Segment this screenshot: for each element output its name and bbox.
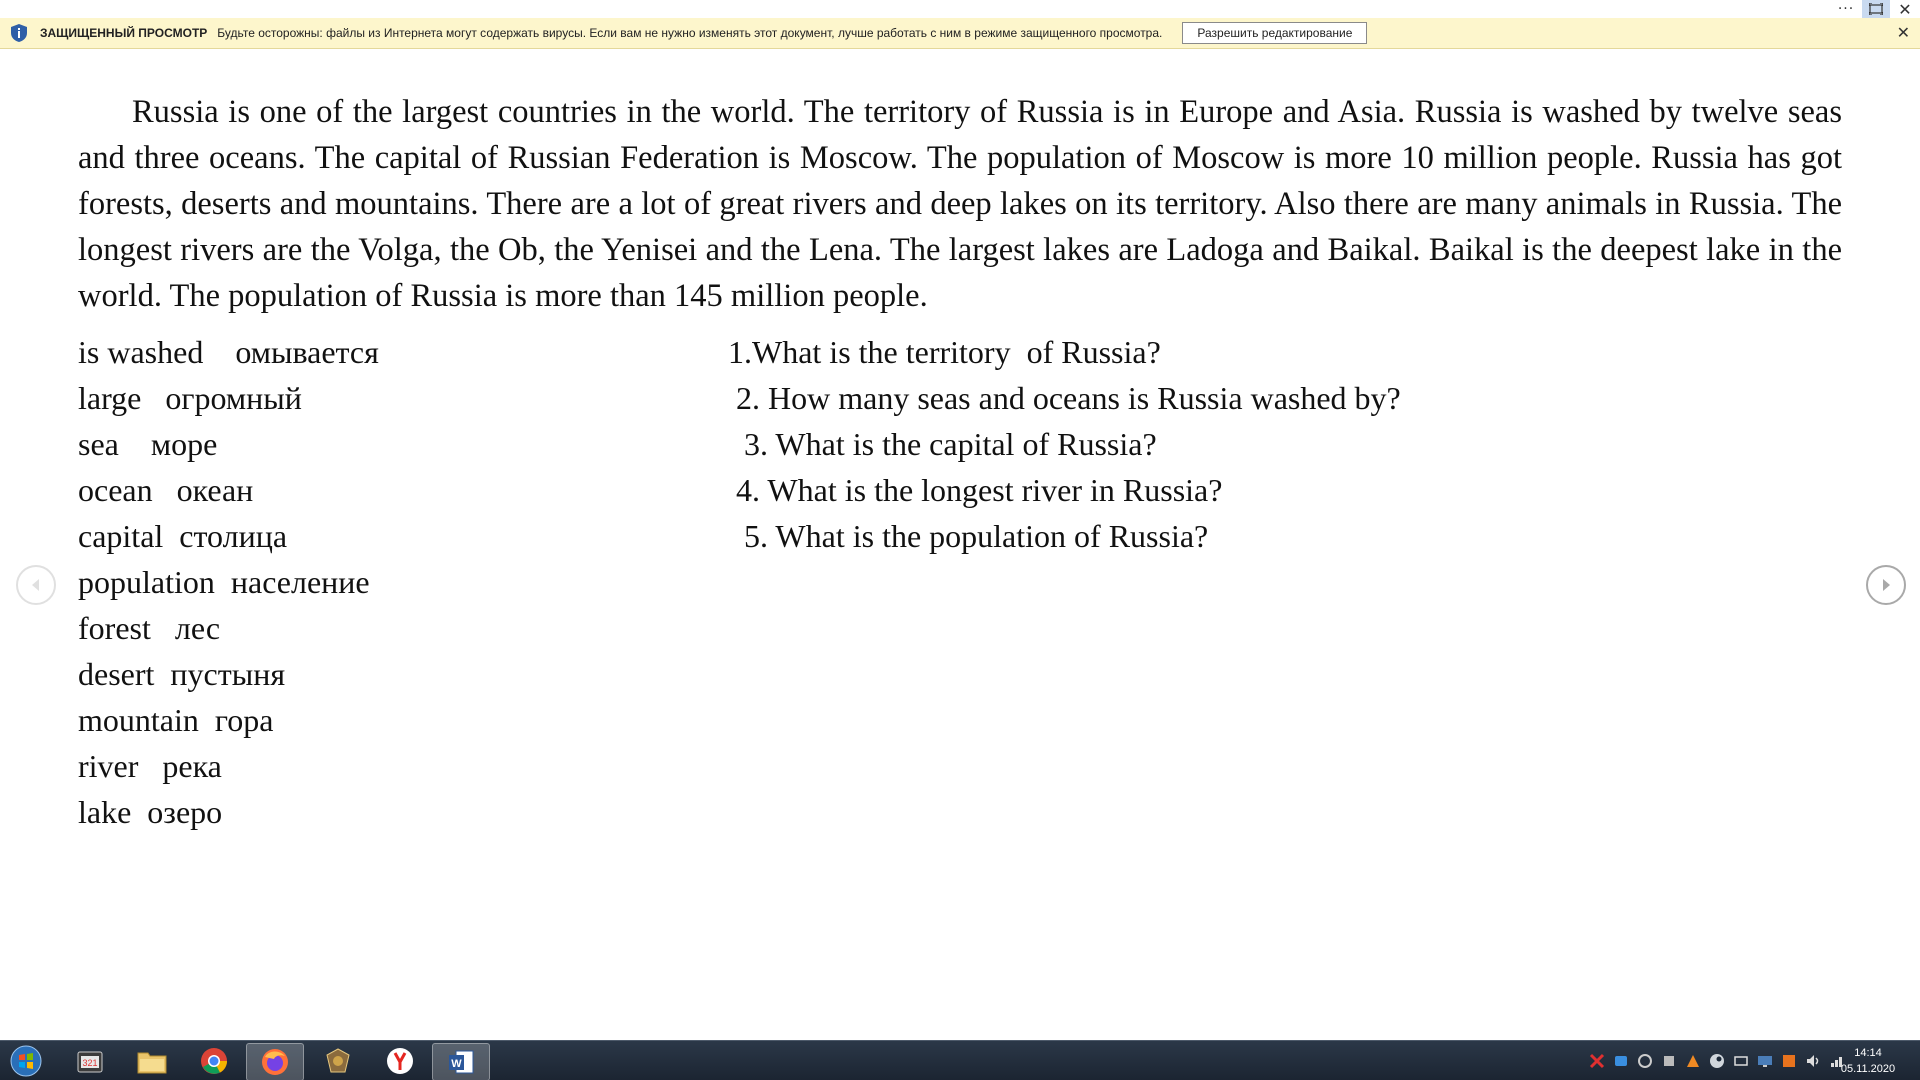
vocab-english: ocean: [78, 472, 153, 508]
start-button[interactable]: [6, 1043, 46, 1079]
vocab-english: large: [78, 380, 142, 416]
protected-view-close-icon[interactable]: ✕: [1896, 23, 1910, 42]
media-player-icon[interactable]: [62, 1043, 118, 1079]
vocab-russian: пустыня: [170, 656, 286, 692]
arrow-left-circle-icon[interactable]: [16, 565, 56, 605]
vocab-russian: огромный: [165, 380, 302, 416]
tray-network-tool-icon[interactable]: [1636, 1052, 1654, 1070]
vocab-item: [78, 789, 638, 835]
more-dots-icon[interactable]: ···: [1837, 1, 1855, 17]
protected-view-title: ЗАЩИЩЕННЫЙ ПРОСМОТР: [40, 26, 208, 40]
window-close-icon[interactable]: ✕: [1898, 0, 1912, 19]
vocab-russian: омывается: [235, 334, 379, 370]
vocab-english: mountain: [78, 702, 199, 738]
vocab-russian: гора: [214, 702, 274, 738]
question-item: 1.What is the territory of Russia?: [728, 334, 1161, 370]
vocab-russian: лес: [174, 610, 221, 646]
enable-editing-button[interactable]: Разрешить редактирование: [1182, 22, 1367, 44]
question-list: [728, 329, 1628, 559]
vocab-english: lake: [78, 794, 132, 830]
word-icon[interactable]: [432, 1043, 490, 1080]
vocab-item: [78, 697, 638, 743]
vocab-english: is washed: [78, 334, 204, 370]
reading-paragraph: Russia is one of the largest countries in the world. The territory of Russia is in Europe and Asia. Russia is washed by twelve seas and three oceans. The capital of Russian Federation is Moscow. The population of Moscow is more 10 million people. Russia has got forests, deserts and mountains. There are a lot of great rivers and deep lakes on its territory. Also there are many animals in Russia. The longest rivers are the Volga, the Ob, the Yenisei and the Lena. The largest lakes are Ladoga and Baikal. Baikal is the deepest lake in the world. The population of Russia is more than 145 million people.: [78, 94, 1842, 314]
vocab-english: desert: [78, 656, 155, 692]
vocab-item: [78, 421, 638, 467]
question-item: 3. What is the capital of Russia?: [728, 426, 1157, 462]
clock-time: 14:14: [1854, 1047, 1882, 1059]
restore-icon-graphic: [1869, 3, 1883, 15]
vocab-separator: [138, 748, 162, 784]
vocabulary-list: [78, 329, 638, 835]
document-page: [0, 49, 1920, 1040]
vocab-separator: [215, 564, 231, 600]
folder-icon[interactable]: [124, 1043, 180, 1079]
windows-logo-icon: [10, 1045, 42, 1077]
firefox-icon[interactable]: [246, 1043, 304, 1080]
vocab-separator: [199, 702, 215, 738]
vocab-separator: [141, 380, 165, 416]
vocab-item: [78, 559, 638, 605]
vocab-item: [78, 605, 638, 651]
restore-icon[interactable]: [1862, 0, 1890, 18]
tray-app-red-icon[interactable]: [1588, 1052, 1606, 1070]
vocab-separator: [119, 426, 151, 462]
protected-view-message: Будьте осторожны: файлы из Интернета могут содержать вирусы. Если вам не нужно изменять этот документ, лучше работать с ним в режиме защищенного просмотра.: [217, 26, 1163, 40]
vocab-english: forest: [78, 610, 151, 646]
question-item: 5. What is the population of Russia?: [728, 518, 1209, 554]
system-tray: [1585, 1041, 1849, 1080]
window-top-bar: [0, 0, 1920, 18]
tray-device-icon[interactable]: [1732, 1052, 1750, 1070]
vocab-item: [78, 651, 638, 697]
vocab-english: population: [78, 564, 215, 600]
vocab-russian: столица: [179, 518, 288, 554]
steam-icon[interactable]: [1708, 1052, 1726, 1070]
vocab-russian: население: [230, 564, 370, 600]
vocab-item: [78, 513, 638, 559]
question-item: 2. How many seas and oceans is Russia washed by?: [728, 380, 1401, 416]
vocab-separator: [153, 472, 177, 508]
question-item: 4. What is the longest river in Russia?: [728, 472, 1223, 508]
vocab-english: sea: [78, 426, 119, 462]
tray-app-blue-icon[interactable]: [1612, 1052, 1630, 1070]
vocab-russian: озеро: [147, 794, 223, 830]
chrome-icon[interactable]: [186, 1043, 242, 1079]
vocab-separator: [203, 334, 235, 370]
vocab-russian: море: [150, 426, 218, 462]
vocab-separator: [151, 610, 175, 646]
vocab-separator: [131, 794, 147, 830]
vocab-separator: [163, 518, 179, 554]
arrow-right-circle-icon[interactable]: [1866, 565, 1906, 605]
taskbar: [0, 1040, 1920, 1080]
volume-icon[interactable]: [1804, 1052, 1822, 1070]
tray-orange-square-icon[interactable]: [1780, 1052, 1798, 1070]
tray-settings-icon[interactable]: [1660, 1052, 1678, 1070]
svg-text:W: W: [451, 1058, 462, 1070]
vocab-english: capital: [78, 518, 164, 554]
game-icon[interactable]: [310, 1043, 366, 1079]
vocab-separator: [154, 656, 170, 692]
system-clock[interactable]: [1822, 1045, 1914, 1077]
vocab-russian: река: [162, 748, 222, 784]
yandex-icon[interactable]: [372, 1043, 428, 1079]
svg-text:321: 321: [82, 1058, 98, 1068]
vocab-item: [78, 375, 638, 421]
clock-date: 05.11.2020: [1840, 1063, 1896, 1075]
vocab-english: river: [78, 748, 139, 784]
vocab-russian: океан: [176, 472, 254, 508]
tray-orange-app-icon[interactable]: [1684, 1052, 1702, 1070]
vocab-item: [78, 329, 638, 375]
protected-view-bar: [0, 18, 1920, 49]
tray-monitor-icon[interactable]: [1756, 1052, 1774, 1070]
vocab-item: [78, 467, 638, 513]
vocab-item: [78, 743, 638, 789]
shield-info-icon: [10, 24, 28, 42]
